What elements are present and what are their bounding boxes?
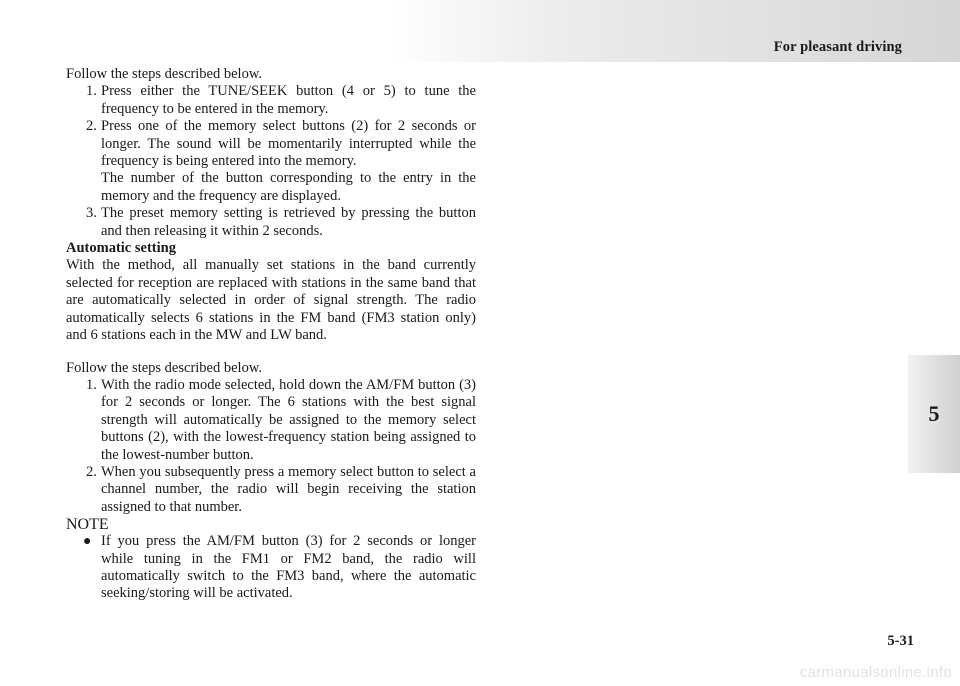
section-heading: Automatic setting [66,240,176,257]
step-number: 1. [86,83,97,100]
list-item [66,205,476,240]
step-number: 2. [86,118,97,135]
chapter-tab [908,355,960,473]
bullet-icon: ● [83,534,92,550]
watermark: carmanualsonline.info [799,664,952,681]
steps-list-1 [66,83,476,240]
steps-list-2 [66,377,476,516]
list-item [66,83,476,118]
step-text: The preset memory setting is retrieved by pressing the button and then releasing it within 2 seconds. [101,205,476,239]
step-text: Press one of the memory select buttons (2) for 2 seconds or longer. The sound will be momentarily interrupted while the frequency is being entered into the memory. [101,118,476,170]
list-item [66,377,476,464]
step-text: With the radio mode selected, hold down the AM/FM button (3) for 2 seconds or longer. The 6 stations with the best signal strength will automatically be assigned to the memory select buttons (2), with the lowest-frequency station being assigned to the lowest-number button. [101,376,476,463]
step-text: Press either the TUNE/SEEK button (4 or 5) to tune the frequency to be entered in the memory. [101,83,476,117]
page-number: 5-31 [887,633,914,649]
note-item [66,533,476,603]
note-text: If you press the AM/FM button (3) for 2 seconds or longer while tuning in the FM1 or FM2 band, the radio will automatically switch to the FM3 band, where the automatic seeking/storing will be activated. [101,533,476,602]
intro-text-2: Follow the steps described below. [66,359,262,376]
list-item [66,464,476,516]
chapter-number: 5 [928,401,940,426]
step-continuation: The number of the button corresponding to the entry in the memory and the frequency are displayed. [101,170,476,204]
main-content [66,66,476,603]
list-item [66,118,476,205]
step-number: 3. [86,205,97,222]
step-number: 1. [86,376,97,393]
section-body: With the method, all manually set stations in the band currently selected for reception are replaced with stations in the same band that are automatically selected in order of signal strength. The radio automatically selects 6 stations in the FM band (FM3 station only) and 6 stations each in the MW and LW band. [66,257,476,344]
step-number: 2. [86,463,97,480]
page-header-title: For pleasant driving [773,39,902,55]
step-text: When you subsequently press a memory select button to select a channel number, the radio will begin receiving the station assigned to that number. [101,463,476,515]
intro-text-1: Follow the steps described below. [66,66,262,82]
note-label: NOTE [66,516,109,534]
